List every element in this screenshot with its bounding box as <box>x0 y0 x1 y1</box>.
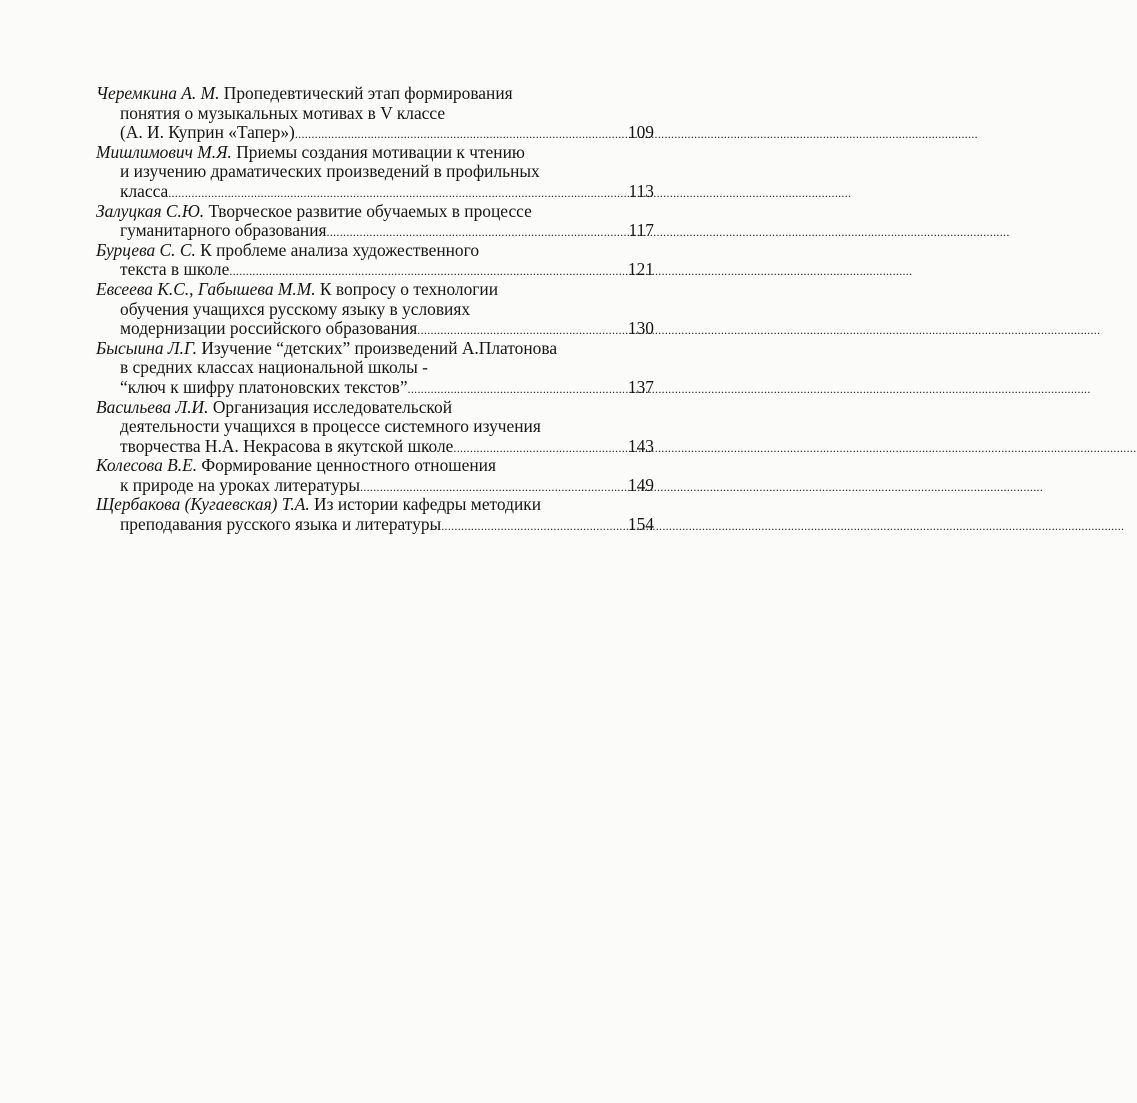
toc-entry <box>96 241 654 280</box>
toc-entry-first-line <box>96 241 654 261</box>
toc-entry-last-line <box>96 476 654 496</box>
toc-entry-last-line <box>96 437 654 457</box>
toc-entry-continuation-line <box>96 358 654 378</box>
toc-entry <box>96 202 654 241</box>
toc-entry-title-line: обучения учащихся русскому языку в условиях <box>120 298 471 319</box>
toc-entry-first-line <box>96 495 654 515</box>
toc-entry-title-line: преподавания русского языка и литературы <box>120 514 442 535</box>
toc-entry-last-line <box>96 182 654 202</box>
toc-entry-page-number: 143 <box>627 435 654 456</box>
toc-entry-author: Щербакова (Кугаевская) Т.А. <box>96 494 310 515</box>
toc-entry-continuation-line <box>96 300 654 320</box>
toc-entry-page-number: 109 <box>627 122 654 143</box>
toc-entry-title-line: К проблеме анализа художественного <box>195 239 480 260</box>
toc-entry-author: Бурцева С. С. <box>96 239 196 260</box>
toc-entry-title-line: Пропедевтический этап формирования <box>219 83 513 103</box>
toc-entry-title-line: “ключ к шифру платоновских текстов” <box>120 376 408 397</box>
table-of-contents <box>96 84 654 535</box>
toc-entry-title-line: (А. И. Куприн «Тапер») <box>120 122 295 143</box>
toc-entry-author: Мишлимович М.Я. <box>96 141 232 162</box>
toc-entry <box>96 495 654 534</box>
toc-entry-title-line: деятельности учащихся в процессе системного изучения <box>120 416 541 437</box>
toc-entry <box>96 143 654 202</box>
toc-entry <box>96 456 654 495</box>
toc-entry-last-line <box>96 123 654 143</box>
toc-entry-title-line: творчества Н.А. Некрасова в якутской школе <box>120 435 454 456</box>
toc-entry-first-line <box>96 339 654 359</box>
toc-entry-author: Черемкина А. М. <box>96 83 220 103</box>
toc-entry-first-line <box>96 84 654 104</box>
toc-entry-last-line <box>96 260 654 280</box>
toc-entry-title-line: в средних классах национальной школы - <box>120 357 428 378</box>
toc-entry-title-line: Творческое развитие обучаемых в процессе <box>204 200 532 221</box>
toc-entry-title-line: к природе на уроках литературы <box>120 474 361 495</box>
toc-entry-page-number: 121 <box>627 259 654 280</box>
toc-entry-first-line <box>96 202 654 222</box>
toc-entry-page-number: 113 <box>628 180 654 201</box>
toc-entry-page-number: 130 <box>627 318 654 339</box>
toc-entry-title-line: Из истории кафедры методики <box>309 494 542 515</box>
toc-entry-author: Васильева Л.И. <box>96 396 209 417</box>
toc-entry-first-line <box>96 143 654 163</box>
toc-entry-last-line <box>96 221 654 241</box>
toc-entry-page-number: 149 <box>627 474 654 495</box>
toc-entry-author: Евсеева К.С., Габышева М.М. <box>96 278 316 299</box>
toc-entry <box>96 398 654 457</box>
toc-entry <box>96 84 654 143</box>
toc-entry-last-line <box>96 319 654 339</box>
dot-leader <box>441 517 627 537</box>
toc-entry-author: Залуцкая С.Ю. <box>96 200 205 221</box>
toc-entry-title-line: Организация исследовательской <box>208 396 453 417</box>
toc-entry-title-line: класса <box>120 180 169 201</box>
toc-entry-title-line: и изучению драматических произведений в профильных <box>120 161 540 182</box>
toc-entry-page-number: 117 <box>628 220 654 241</box>
toc-entry-page-number: 137 <box>627 376 654 397</box>
toc-entry-author: Колесова В.Е. <box>96 455 198 476</box>
toc-entry <box>96 339 654 398</box>
toc-entry-continuation-line <box>96 417 654 437</box>
toc-entry-title-line: модернизации российского образования <box>120 318 418 339</box>
toc-entry-last-line <box>96 378 654 398</box>
toc-entry-first-line <box>96 456 654 476</box>
toc-entry-author: Бысыина Л.Г. <box>96 337 197 358</box>
toc-entry-continuation-line <box>96 162 654 182</box>
toc-entry-title-line: понятия о музыкальных мотивах в V классе <box>120 102 446 123</box>
toc-entry-title-line: текста в школе <box>120 259 230 280</box>
toc-entry-title-line: Изучение “детских” произведений А.Платонова <box>196 337 558 358</box>
toc-entry-first-line <box>96 398 654 418</box>
toc-entry-title-line: К вопросу о технологии <box>315 278 499 299</box>
toc-entry <box>96 280 654 339</box>
toc-entry-title-line: Формирование ценностного отношения <box>197 455 496 476</box>
toc-entry-last-line <box>96 515 654 535</box>
toc-entry-first-line <box>96 280 654 300</box>
toc-entry-title-line: Приемы создания мотивации к чтению <box>231 141 525 162</box>
toc-entry-page-number: 154 <box>627 514 654 535</box>
toc-entry-continuation-line <box>96 104 654 124</box>
toc-entry-title-line: гуманитарного образования <box>120 220 327 241</box>
